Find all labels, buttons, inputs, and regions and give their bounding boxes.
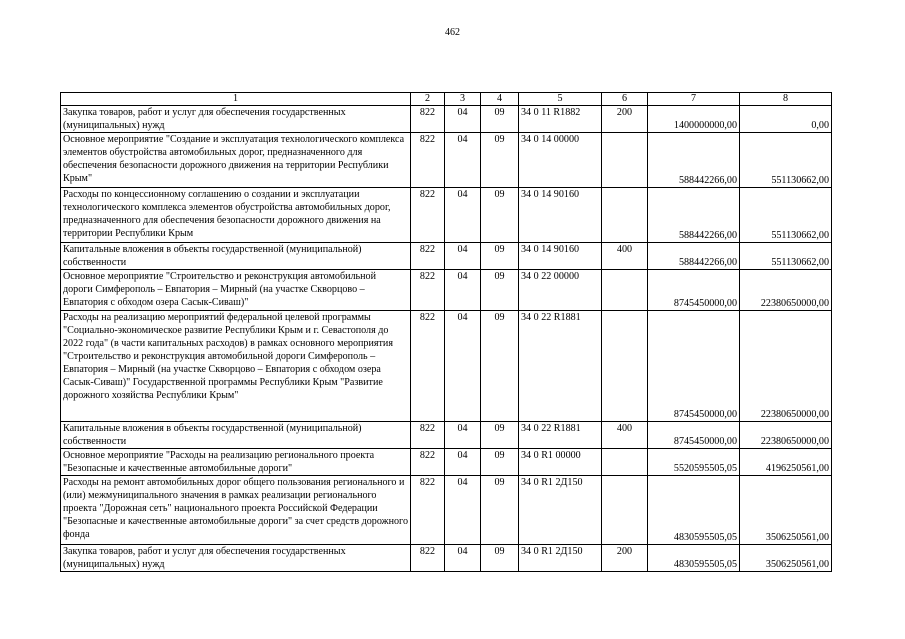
table-row xyxy=(61,449,832,476)
subsection-code-cell: 09 xyxy=(481,188,519,243)
row-name-cell: Расходы по концессионному соглашению о создании и эксплуатации технологического комплекса элементов обустройства автомобильных дорог, предназначенного для обеспечения безопасности дорожного движения на территории Республики Крым xyxy=(61,188,411,243)
amount-year2-cell: 22380650000,00 xyxy=(740,311,832,422)
amount-year2-cell: 22380650000,00 xyxy=(740,270,832,311)
expense-type-cell xyxy=(602,449,648,476)
amount-year1-cell: 4830595505,05 xyxy=(648,545,740,572)
header-cell: 3 xyxy=(445,93,481,106)
expense-type-cell: 400 xyxy=(602,422,648,449)
subsection-code-cell: 09 xyxy=(481,449,519,476)
amount-year1-cell: 4830595505,05 xyxy=(648,476,740,545)
header-cell: 8 xyxy=(740,93,832,106)
page-number: 462 xyxy=(445,27,460,38)
amount-year2-cell: 551130662,00 xyxy=(740,243,832,270)
header-cell: 1 xyxy=(61,93,411,106)
expense-type-cell xyxy=(602,311,648,422)
expense-type-cell xyxy=(602,133,648,188)
grbs-code-cell: 822 xyxy=(411,449,445,476)
expense-type-cell: 400 xyxy=(602,243,648,270)
amount-year2-cell: 4196250561,00 xyxy=(740,449,832,476)
subsection-code-cell: 09 xyxy=(481,106,519,133)
amount-year1-cell: 8745450000,00 xyxy=(648,422,740,449)
section-code-cell: 04 xyxy=(445,243,481,270)
table-row xyxy=(61,476,832,545)
subsection-code-cell: 09 xyxy=(481,311,519,422)
table-row xyxy=(61,545,832,572)
table-row xyxy=(61,422,832,449)
amount-year1-cell: 588442266,00 xyxy=(648,188,740,243)
amount-year2-cell: 551130662,00 xyxy=(740,133,832,188)
grbs-code-cell: 822 xyxy=(411,133,445,188)
table-row xyxy=(61,270,832,311)
expense-type-cell xyxy=(602,188,648,243)
table-body xyxy=(61,93,832,572)
section-code-cell: 04 xyxy=(445,188,481,243)
amount-year2-cell: 22380650000,00 xyxy=(740,422,832,449)
amount-year1-cell: 588442266,00 xyxy=(648,243,740,270)
table-row xyxy=(61,243,832,270)
subsection-code-cell: 09 xyxy=(481,133,519,188)
target-article-cell: 34 0 11 R1882 xyxy=(519,106,602,133)
grbs-code-cell: 822 xyxy=(411,311,445,422)
amount-year1-cell: 8745450000,00 xyxy=(648,270,740,311)
expense-type-cell: 200 xyxy=(602,545,648,572)
amount-year2-cell: 0,00 xyxy=(740,106,832,133)
target-article-cell: 34 0 22 00000 xyxy=(519,270,602,311)
section-code-cell: 04 xyxy=(445,133,481,188)
section-code-cell: 04 xyxy=(445,270,481,311)
row-name-cell: Капитальные вложения в объекты государственной (муниципальной) собственности xyxy=(61,422,411,449)
table-row xyxy=(61,188,832,243)
subsection-code-cell: 09 xyxy=(481,545,519,572)
grbs-code-cell: 822 xyxy=(411,243,445,270)
expense-type-cell xyxy=(602,270,648,311)
target-article-cell: 34 0 14 90160 xyxy=(519,188,602,243)
section-code-cell: 04 xyxy=(445,545,481,572)
row-name-cell: Закупка товаров, работ и услуг для обеспечения государственных (муниципальных) нужд xyxy=(61,106,411,133)
row-name-cell: Капитальные вложения в объекты государственной (муниципальной) собственности xyxy=(61,243,411,270)
row-name-cell: Расходы на реализацию мероприятий федеральной целевой программы "Социально-экономическое развитие Республики Крым и г. Севастополя до 2022 года" (в части капитальных расходов) в рамках основного мероприятия "Строительство и реконструкция автомобильной дороги Симферополь – Евпатория – Мирный (на участке Скворцово – Евпатория с обходом озера Сасык-Сиваш)" Государственной программы Республики Крым "Развитие дорожного хозяйства Республики Крым" xyxy=(61,311,411,422)
amount-year2-cell: 551130662,00 xyxy=(740,188,832,243)
amount-year1-cell: 5520595505,05 xyxy=(648,449,740,476)
amount-year2-cell: 3506250561,00 xyxy=(740,476,832,545)
section-code-cell: 04 xyxy=(445,422,481,449)
section-code-cell: 04 xyxy=(445,106,481,133)
header-cell: 5 xyxy=(519,93,602,106)
section-code-cell: 04 xyxy=(445,449,481,476)
amount-year1-cell: 8745450000,00 xyxy=(648,311,740,422)
expense-type-cell: 200 xyxy=(602,106,648,133)
header-cell: 2 xyxy=(411,93,445,106)
subsection-code-cell: 09 xyxy=(481,243,519,270)
target-article-cell: 34 0 R1 2Д150 xyxy=(519,476,602,545)
grbs-code-cell: 822 xyxy=(411,106,445,133)
subsection-code-cell: 09 xyxy=(481,422,519,449)
amount-year1-cell: 588442266,00 xyxy=(648,133,740,188)
subsection-code-cell: 09 xyxy=(481,270,519,311)
table-header-row xyxy=(61,93,832,106)
section-code-cell: 04 xyxy=(445,311,481,422)
row-name-cell: Основное мероприятие "Расходы на реализацию регионального проекта "Безопасные и качественные автомобильные дороги" xyxy=(61,449,411,476)
header-cell: 4 xyxy=(481,93,519,106)
grbs-code-cell: 822 xyxy=(411,188,445,243)
grbs-code-cell: 822 xyxy=(411,422,445,449)
grbs-code-cell: 822 xyxy=(411,545,445,572)
grbs-code-cell: 822 xyxy=(411,270,445,311)
target-article-cell: 34 0 22 R1881 xyxy=(519,422,602,449)
table-row xyxy=(61,311,832,422)
row-name-cell: Расходы на ремонт автомобильных дорог общего пользования регионального и (или) межмуниципального значения в рамках реализации регионального проекта "Дорожная сеть" национального проекта Российской Федерации "Безопасные и качественные автомобильные дороги" за счет средств дорожного фонда xyxy=(61,476,411,545)
expense-type-cell xyxy=(602,476,648,545)
header-cell: 6 xyxy=(602,93,648,106)
target-article-cell: 34 0 14 90160 xyxy=(519,243,602,270)
amount-year2-cell: 3506250561,00 xyxy=(740,545,832,572)
subsection-code-cell: 09 xyxy=(481,476,519,545)
target-article-cell: 34 0 R1 2Д150 xyxy=(519,545,602,572)
budget-table xyxy=(60,92,832,572)
row-name-cell: Закупка товаров, работ и услуг для обеспечения государственных (муниципальных) нужд xyxy=(61,545,411,572)
amount-year1-cell: 1400000000,00 xyxy=(648,106,740,133)
section-code-cell: 04 xyxy=(445,476,481,545)
table-row xyxy=(61,133,832,188)
target-article-cell: 34 0 14 00000 xyxy=(519,133,602,188)
header-cell: 7 xyxy=(648,93,740,106)
target-article-cell: 34 0 R1 00000 xyxy=(519,449,602,476)
target-article-cell: 34 0 22 R1881 xyxy=(519,311,602,422)
table-row xyxy=(61,106,832,133)
row-name-cell: Основное мероприятие "Создание и эксплуатация технологического комплекса элементов обустройства автомобильных дорог, предназначенного для обеспечения безопасности дорожного движения на территории Республики Крым" xyxy=(61,133,411,188)
row-name-cell: Основное мероприятие "Строительство и реконструкция автомобильной дороги Симферополь – Евпатория – Мирный (на участке Скворцово – Евпатория с обходом озера Сасык-Сиваш)" xyxy=(61,270,411,311)
grbs-code-cell: 822 xyxy=(411,476,445,545)
